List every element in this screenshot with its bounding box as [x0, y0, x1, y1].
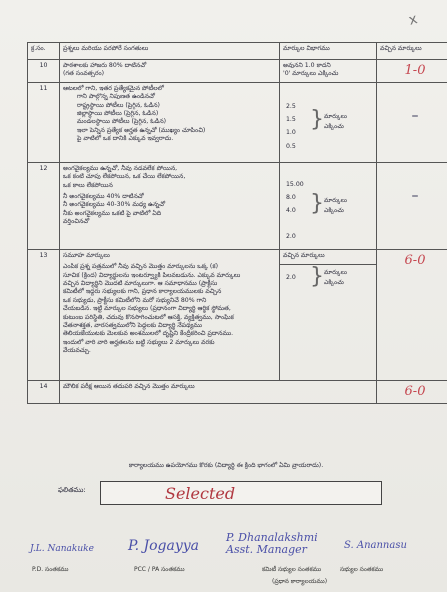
content-line: మండలస్థాయి పోటీలు (ప్రెగ్గిన, ఓడిన): [77, 118, 167, 126]
row-marks: [280, 83, 377, 163]
row-awarded: [377, 83, 447, 163]
table-row: [28, 250, 447, 381]
row-marks: [280, 250, 377, 381]
marks-label: మార్కులు: [324, 269, 347, 276]
row-content: [60, 83, 280, 163]
header-awarded: వచ్చిన మార్కులు: [377, 43, 447, 60]
content-line: (గత సంవత్సరం): [63, 70, 105, 78]
content-line: నీకు అంగవైకల్యము ఒకటి పై వాటిలో ఏది: [63, 209, 162, 217]
signature-caption: సభ్యుల సంతకము: [340, 566, 384, 573]
content-line: వేయవచ్చు.: [63, 346, 91, 354]
content-line: ఆటలలో గాని, ఇతర ప్రత్యేకమైన పోటీలలో: [63, 85, 164, 92]
result-field: [100, 481, 382, 505]
table-header-row: [28, 43, 447, 60]
brace-icon: }: [310, 191, 324, 216]
marks-label: మార్కులు: [324, 113, 347, 120]
row-awarded: [377, 381, 447, 404]
content-line: ఎంపిక ప్రశ్న పత్రములో నీవు వచ్చిన మొత్తం మార్కులను ఒక్క (క): [63, 263, 218, 271]
content-line: వర్తించినచో: [63, 218, 90, 226]
row-serial: 13: [28, 250, 60, 381]
content-line: ఒక సభ్యుడు, ప్రాక్టీసు కమిటీలోని మరో సభ్యునిచే 80% గాని: [63, 296, 207, 304]
content-line: అంగవైకల్యము ఉన్నచో, నీవు నడవలేక పోయిన,: [63, 165, 178, 172]
evaluation-table: [27, 42, 447, 404]
content-line: నీ అంగవైకల్యము 40-30% మధ్య ఉన్నచో: [63, 201, 166, 209]
table-row: [28, 381, 447, 404]
marks-subheader: వచ్చిన మార్కులు: [280, 250, 376, 265]
awarded-value: 1-0: [404, 63, 426, 78]
signature-caption: PCC / PA సంతకము: [134, 566, 185, 573]
row-serial: 11: [28, 83, 60, 163]
header-serial: క్ర.సం.: [28, 43, 60, 60]
content-line: పై వాటిలో ఒక దానికి ఎక్కువ ఇవ్వరాదు.: [77, 135, 174, 143]
content-line: తెలియజేయుటకు మెలకువ అంశములలో దృష్టిని కేంద్రీకరించి ప్రదానము.: [63, 330, 234, 338]
marks-label: ఎక్కించు: [324, 207, 344, 214]
row-awarded: [377, 163, 447, 250]
row-awarded: [377, 60, 447, 83]
marks-line: '0' మార్కులు ఎక్కించు: [283, 70, 339, 78]
corner-mark: x: [406, 11, 419, 29]
table-row: [28, 83, 447, 163]
content-line: రాష్ట్రస్థాయి పోటీలు (ప్రెగ్గిన, ఓడిన): [77, 101, 160, 109]
marks-value: 15.00: [286, 181, 304, 188]
content-line: మౌలిక పరీక్ష ఆయిన తదుపరి వచ్చిన మొత్తం మార్కులు: [63, 383, 195, 390]
signature-member: S. Anannasu: [344, 540, 407, 551]
marks-label: మార్కులు: [324, 197, 347, 204]
content-line: ఒక కాలు లేకపోయిన: [63, 181, 113, 189]
content-line: కుటుంబ పరిస్థితి, చదువు కొనసాగించుటలో ఆసక్తి, వ్యక్తిత్వము, సాంఘిక: [63, 313, 234, 321]
header-marks-section: మార్కుల విభాగము: [280, 43, 377, 60]
signature-pd: J.L. Nanakuke: [30, 544, 94, 554]
awarded-value: –: [411, 108, 419, 124]
marks-label: ఎక్కించు: [324, 279, 344, 286]
marks-value: 1.0: [286, 129, 296, 136]
awarded-value: –: [411, 188, 419, 204]
brace-icon: }: [310, 264, 324, 289]
row-marks: [280, 163, 377, 250]
content-line: పాఠశాలకు హాజరు 80% దాటినచో: [63, 62, 147, 69]
content-line: ఇలా పెన్నిన ప్రత్యేక అర్హత ఉన్నచో (ముఖ్యం చూపించి): [77, 126, 206, 134]
content-line: చేయబడిన. ఇట్టి మార్కుల సభ్యులు (ప్రధానంగా విద్యార్థి ఆర్థిక స్థోమత,: [63, 305, 231, 313]
marks-value: 1.5: [286, 116, 296, 123]
marks-value: 8.0: [286, 194, 296, 201]
row-title: సమూహ మార్కులు: [63, 252, 110, 259]
content-line: ఇందులో వారి వారి అర్హతలను బట్టి సభ్యులు 2 మార్కులు వరకు: [63, 338, 215, 346]
content-line: గాని పాల్గొన్న నిపుణత ఉండినచో: [77, 93, 155, 101]
marks-line: అవునని 1.0 కాదని: [283, 62, 331, 69]
row-content: [60, 163, 280, 250]
row-serial: 12: [28, 163, 60, 250]
marks-value: 4.0: [286, 207, 296, 214]
marks-value: 2.0: [286, 274, 296, 281]
brace-icon: }: [310, 107, 324, 132]
row-awarded: [377, 250, 447, 381]
awarded-value: 6-0: [404, 384, 426, 399]
marks-value: 0.5: [286, 143, 296, 150]
marks-label: ఎక్కించు: [324, 123, 344, 130]
table-row: [28, 60, 447, 83]
content-line: నీ అంగవైకల్యము 40% దాటినచో: [63, 193, 144, 201]
table-row: [28, 163, 447, 250]
result-label: ఫలితము:: [58, 486, 86, 494]
content-line: జిల్లాస్థాయి పోటీలు (ప్రెగ్గిన, ఓడిన): [77, 110, 159, 118]
signature-caption: P.D. సంతకము: [32, 566, 69, 573]
content-line: కమిటీలో ఇద్దరు సభ్యులకు గాని, ప్రధాన కార్యాలయములకు వచ్చిన: [63, 288, 222, 296]
signature-pcc: P. Jogayya: [128, 538, 199, 554]
row-content: [60, 381, 377, 404]
marks-value: 2.0: [286, 233, 296, 240]
row-content: [60, 60, 280, 83]
signature-caption: కమిటీ సభ్యుల సంతకము: [262, 566, 322, 573]
header-questions: ప్రశ్నలు మరియు పరపోరే సంగతులు: [60, 43, 280, 60]
row-content: [60, 250, 280, 381]
result-value: Selected: [165, 484, 236, 503]
content-line: సూచిక (క్రింద) విద్యార్థులను ఇంటర్వ్యూకి పిలవబడును. ఎక్కువ మార్కులు: [63, 271, 241, 279]
row-serial: 10: [28, 60, 60, 83]
row-serial: 14: [28, 381, 60, 404]
content-line: వచ్చిన విద్యార్థిని మొదటి మార్కులుగా. ఆ సమాధానము (ప్రాక్టీసు: [63, 280, 218, 288]
content-line: ఒక కంటి చూపు లేకపోయిన, ఒక చేయి లేకపోయిన,: [63, 173, 186, 181]
marks-value: 2.5: [286, 103, 296, 110]
row-marks: [280, 60, 377, 83]
awarded-value: 6-0: [404, 253, 426, 268]
signature-committee: P. Dhanalakshmi Asst. Manager: [226, 531, 318, 557]
content-line: చేతనాశక్తత, వారసత్వములోని పెద్దలకు విద్యార్థి నేపథ్యము: [63, 321, 202, 329]
office-use-note: కార్యాలయము ఉపయోగము కొరకు (విద్యార్థి ఈ క్రింది భాగంలో ఏమి వ్రాయరాదు).: [128, 462, 324, 469]
signature-subcaption: (ప్రధాన కార్యాలయము): [272, 578, 328, 585]
